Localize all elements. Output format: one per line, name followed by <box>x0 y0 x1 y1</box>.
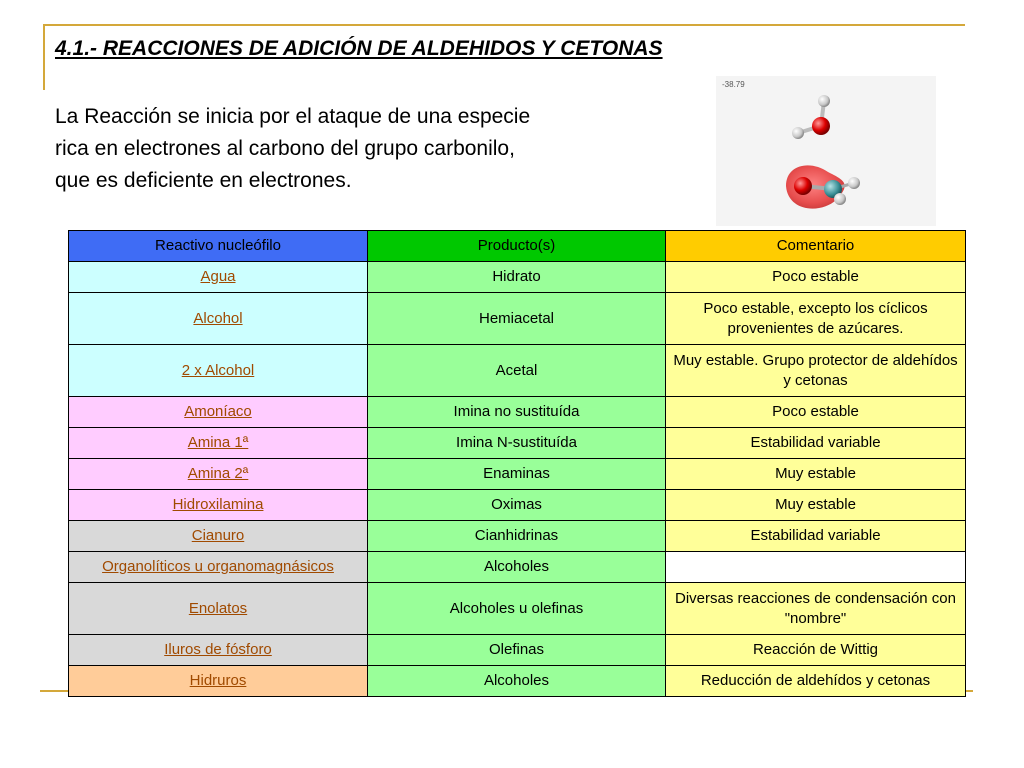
oxygen-atom <box>812 117 830 135</box>
table-row <box>69 635 966 666</box>
reactivo-link[interactable]: Cianuro <box>191 527 245 544</box>
comentario-cell: Estabilidad variable <box>666 521 966 552</box>
comentario-cell: Reducción de aldehídos y cetonas <box>666 666 966 697</box>
reactivo-link[interactable]: Alcohol <box>193 309 243 327</box>
figure-label: -38.79 <box>722 80 745 89</box>
reactivo-link[interactable]: Iluros de fósforo <box>164 641 272 658</box>
table-row <box>69 583 966 635</box>
comentario-cell: Muy estable <box>666 459 966 490</box>
molecule-illustration <box>716 76 936 226</box>
table-row <box>69 521 966 552</box>
comentario-cell: Muy estable. Grupo protector de aldehídos y cetonas <box>666 345 966 397</box>
reactivo-link[interactable]: Hidruros <box>189 672 247 689</box>
reactivo-link[interactable]: Hidroxilamina <box>172 496 264 513</box>
reactivo-cell <box>69 428 368 459</box>
hydrogen-atom <box>792 127 804 139</box>
reactivo-cell <box>69 459 368 490</box>
reactivo-link[interactable]: Enolatos <box>188 599 248 617</box>
intro-text: La Reacción se inicia por el ataque de una especie rica en electrones al carbono del grupo carbonilo, que es deficiente en electrones. <box>55 105 531 192</box>
producto-cell: Acetal <box>368 345 666 397</box>
producto-cell: Imina no sustituída <box>368 397 666 428</box>
comentario-cell: Estabilidad variable <box>666 428 966 459</box>
producto-cell: Cianhidrinas <box>368 521 666 552</box>
header-comentario: Comentario <box>666 231 966 262</box>
comentario-cell <box>666 552 966 583</box>
hydrogen-atom <box>848 177 860 189</box>
comentario-cell: Poco estable <box>666 397 966 428</box>
producto-cell: Alcoholes <box>368 552 666 583</box>
top-rule <box>43 24 965 26</box>
reactivo-link[interactable]: Amina 1ª <box>187 434 249 451</box>
comentario-cell: Diversas reacciones de condensación con "nombre" <box>666 583 966 635</box>
header-reactivo: Reactivo nucleófilo <box>69 231 368 262</box>
table-row <box>69 552 966 583</box>
oxygen-atom <box>794 177 812 195</box>
reactivo-cell <box>69 521 368 552</box>
reactivo-link[interactable]: 2 x Alcohol <box>181 361 255 379</box>
comentario-cell: Poco estable, excepto los cíclicos provenientes de azúcares. <box>666 293 966 345</box>
producto-cell: Hemiacetal <box>368 293 666 345</box>
hydrogen-atom <box>834 193 846 205</box>
reactivo-cell <box>69 583 368 635</box>
slide-title: 4.1.- REACCIONES DE ADICIÓN DE ALDEHIDOS Y CETONAS <box>55 37 663 60</box>
reactivo-cell <box>69 490 368 521</box>
reactions-table <box>68 230 966 697</box>
producto-cell: Oximas <box>368 490 666 521</box>
table-row <box>69 490 966 521</box>
table-header-row <box>69 231 966 262</box>
comentario-cell: Muy estable <box>666 490 966 521</box>
reactivo-cell <box>69 552 368 583</box>
reactivo-cell <box>69 635 368 666</box>
reactivo-cell <box>69 262 368 293</box>
table-row <box>69 345 966 397</box>
table-row <box>69 666 966 697</box>
table-row <box>69 262 966 293</box>
table-row <box>69 293 966 345</box>
table-row <box>69 397 966 428</box>
reactivo-link[interactable]: Amina 2ª <box>187 465 249 482</box>
table-row <box>69 428 966 459</box>
left-rule <box>43 24 45 90</box>
table-row <box>69 459 966 490</box>
comentario-cell: Reacción de Wittig <box>666 635 966 666</box>
producto-cell: Olefinas <box>368 635 666 666</box>
header-producto: Producto(s) <box>368 231 666 262</box>
reactivo-link[interactable]: Organolíticos u organomagnásicos <box>102 558 334 575</box>
reactivo-link[interactable]: Agua <box>200 268 236 285</box>
reactivo-cell <box>69 345 368 397</box>
producto-cell: Enaminas <box>368 459 666 490</box>
reactivo-link[interactable]: Amoníaco <box>184 403 252 420</box>
producto-cell: Alcoholes <box>368 666 666 697</box>
producto-cell: Hidrato <box>368 262 666 293</box>
reactivo-cell <box>69 666 368 697</box>
hydrogen-atom <box>818 95 830 107</box>
producto-cell: Alcoholes u olefinas <box>368 583 666 635</box>
reactivo-cell <box>69 397 368 428</box>
reactivo-cell <box>69 293 368 345</box>
producto-cell: Imina N-sustituída <box>368 428 666 459</box>
comentario-cell: Poco estable <box>666 262 966 293</box>
